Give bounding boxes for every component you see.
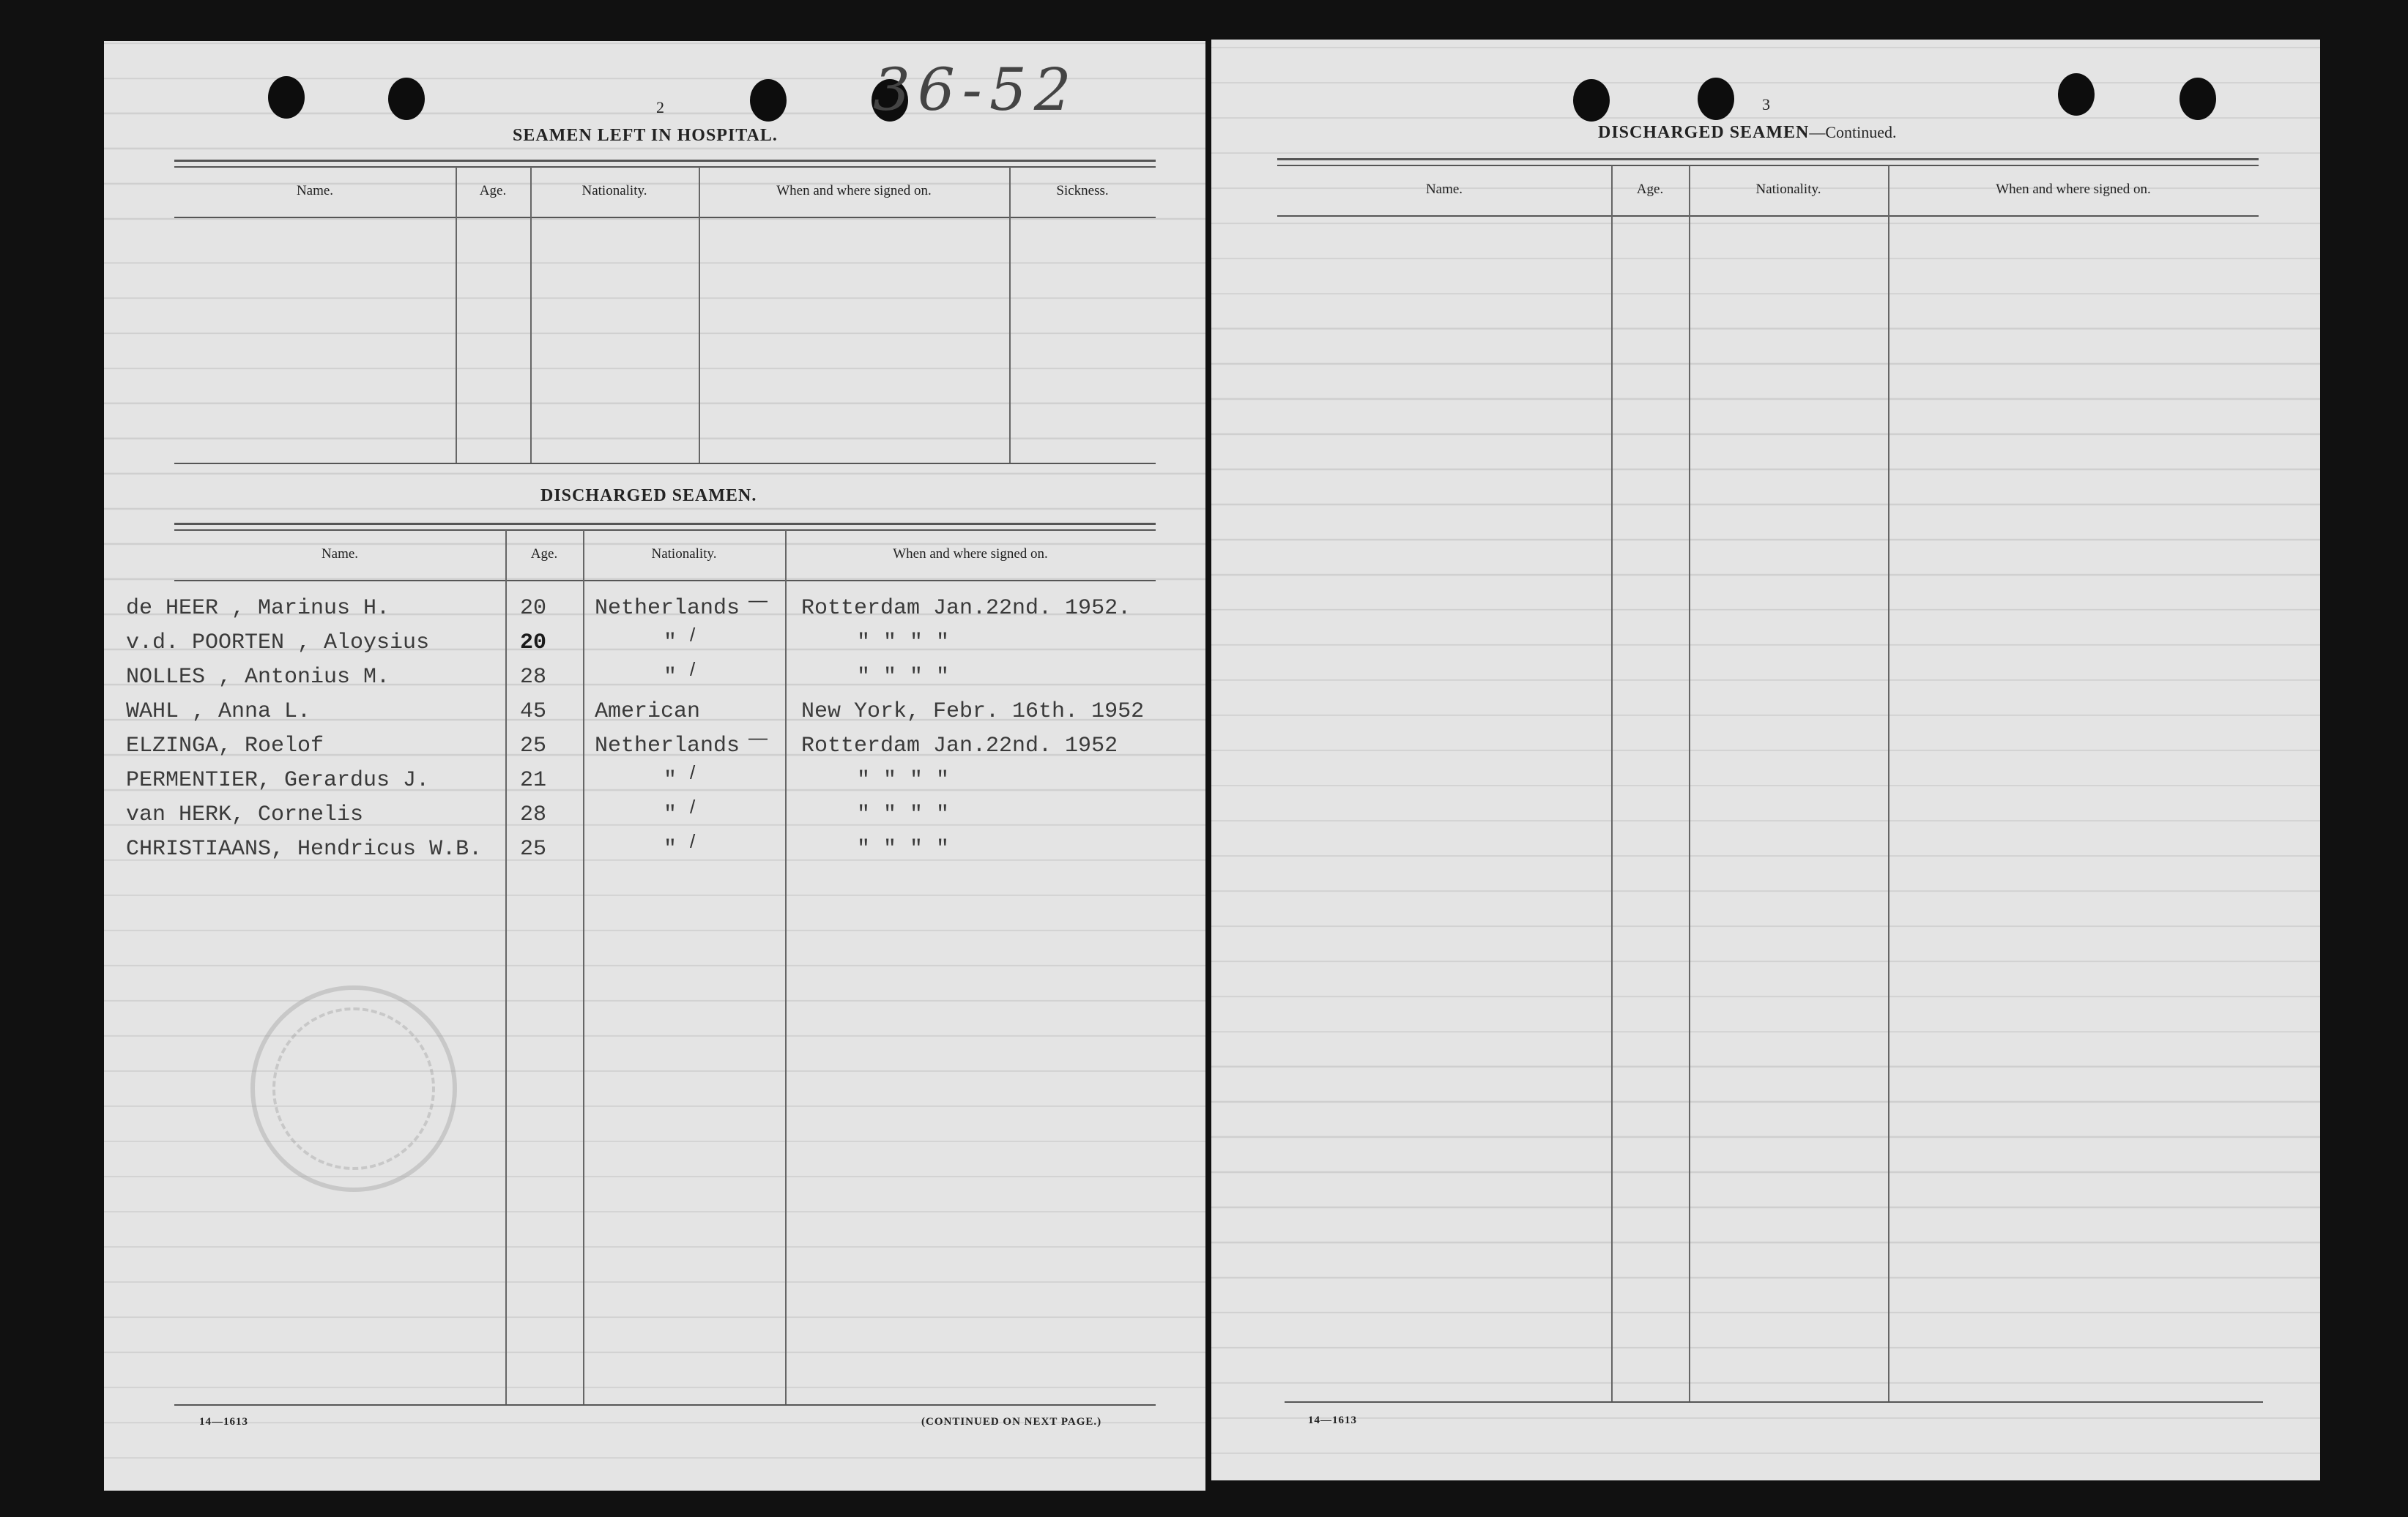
check-tick: — [748,726,768,748]
form-number: 14—1613 [1308,1414,1357,1426]
seaman-nationality: Netherlands [595,596,740,621]
discharged-col-divider [785,530,787,1404]
page-number: 3 [1762,95,1770,113]
continued-col-divider [1611,165,1613,1401]
hospital-col-name: Name. [296,183,334,198]
discharged-col-nationality: Nationality. [651,546,717,562]
seaman-name: de HEER , Marinus H. [126,596,390,621]
hospital-col-signed-on: When and where signed on. [776,183,932,198]
discharged-table-top-rule [174,523,1156,525]
seaman-age: 21 [520,768,547,793]
hospital-table-header-rule [174,217,1156,218]
continued-col-divider [1689,165,1690,1401]
hospital-col-sickness: Sickness. [1056,183,1109,198]
seaman-nationality: Netherlands [595,734,740,758]
continued-col-name: Name. [1425,182,1463,197]
continued-col-divider [1888,165,1889,1401]
check-tick: / [690,624,696,646]
punch-hole [750,79,787,122]
continued-col-nationality: Nationality. [1755,182,1821,197]
seaman-nationality: " [664,630,677,655]
discharged-col-signed-on: When and where signed on. [893,546,1048,562]
seaman-nationality: American [595,699,701,724]
check-tick: / [690,658,696,680]
punch-hole [388,78,425,120]
continued-table-top-rule [1277,158,2259,160]
seaman-name: v.d. POORTEN , Aloysius [126,630,430,655]
seaman-name: van HERK, Cornelis [126,802,364,827]
punch-hole [1573,79,1610,122]
seaman-age: 20 [520,630,547,655]
discharged-col-divider [505,530,507,1404]
punch-hole [2180,78,2216,120]
check-tick: / [690,796,696,818]
discharged-continued-title [1598,123,1897,143]
seaman-signed-on: New York, Febr. 16th. 1952 [801,699,1145,724]
seaman-age: 25 [520,734,547,758]
hospital-col-age: Age. [479,183,507,198]
discharged-continued-title-main: DISCHARGED SEAMEN [1598,123,1810,142]
check-tick: — [748,589,768,611]
seaman-signed-on: Rotterdam Jan.22nd. 1952 [801,734,1118,758]
punch-hole [268,76,305,119]
seaman-name: PERMENTIER, Gerardus J. [126,768,430,793]
seaman-name: CHRISTIAANS, Hendricus W.B. [126,837,483,862]
handwritten-number: 36-52 [873,56,1079,124]
seaman-age: 45 [520,699,547,724]
discharged-col-age: Age. [530,546,558,562]
hospital-col-divider [699,167,700,463]
seaman-nationality: " [664,837,677,862]
seaman-signed-on: " " " " [857,802,950,827]
discharged-table-bottom-rule [174,1404,1156,1406]
hospital-col-nationality: Nationality. [581,183,647,198]
hospital-table-bottom-rule [174,463,1156,464]
continued-table-header-rule [1277,215,2259,217]
discharged-section-title: DISCHARGED SEAMEN. [540,486,757,505]
hospital-section-title: SEAMEN LEFT IN HOSPITAL. [513,126,778,145]
seaman-age: 20 [520,596,547,621]
seaman-nationality: " [664,768,677,793]
check-tick: / [690,830,696,852]
seaman-signed-on: " " " " [857,630,950,655]
seaman-age: 28 [520,665,547,690]
left-page [104,41,1205,1491]
continued-col-age: Age. [1636,182,1664,197]
seaman-signed-on: " " " " [857,837,950,862]
hospital-col-divider [530,167,532,463]
seaman-signed-on: " " " " [857,768,950,793]
discharged-continued-title-suffix: —Continued. [1809,123,1897,141]
check-tick: / [690,761,696,783]
hospital-col-divider [1009,167,1011,463]
hospital-table-top-rule [174,160,1156,162]
right-page [1211,40,2320,1480]
seaman-name: WAHL , Anna L. [126,699,311,724]
seaman-age: 28 [520,802,547,827]
seaman-signed-on: Rotterdam Jan.22nd. 1952. [801,596,1131,621]
seaman-signed-on: " " " " [857,665,950,690]
seaman-age: 25 [520,837,547,862]
punch-hole [2058,73,2095,116]
discharged-table-header-rule [174,580,1156,581]
seaman-nationality: " [664,802,677,827]
continued-col-signed-on: When and where signed on. [1996,182,2151,197]
faded-circular-stamp [250,985,457,1192]
hospital-col-divider [456,167,457,463]
continued-table-bottom-rule [1285,1401,2263,1403]
form-number: 14—1613 [199,1416,248,1428]
seaman-name: NOLLES , Antonius M. [126,665,390,690]
discharged-col-name: Name. [321,546,359,562]
punch-hole [1698,78,1734,120]
seaman-nationality: " [664,665,677,690]
seaman-name: ELZINGA, Roelof [126,734,324,758]
page-number: 2 [656,98,664,116]
continued-note: (CONTINUED ON NEXT PAGE.) [921,1416,1102,1428]
discharged-col-divider [583,530,584,1404]
